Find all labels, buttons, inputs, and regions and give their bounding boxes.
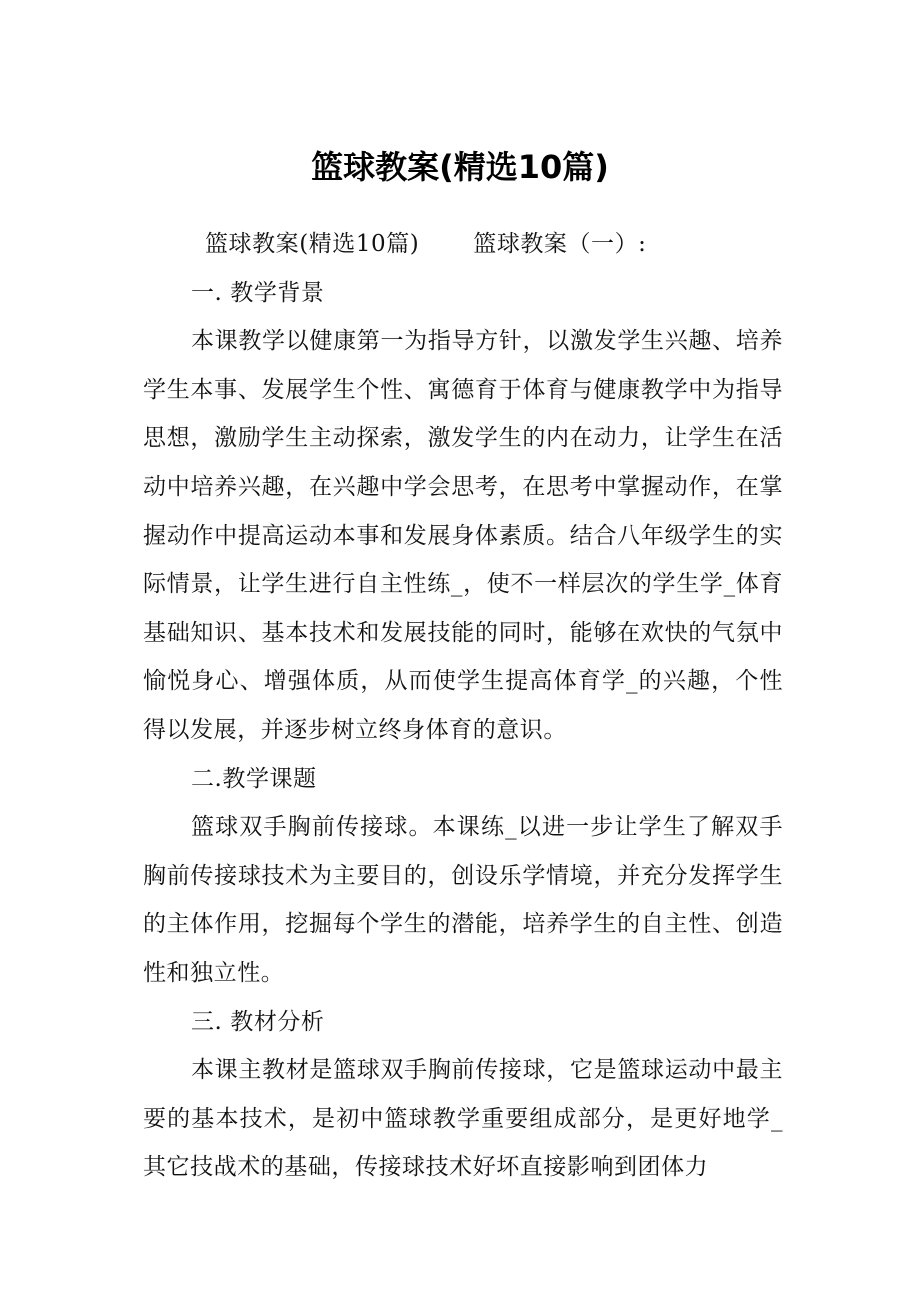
paragraph-background: 本课教学以健康第一为指导方针，以激发学生兴趣、培养学生本事、发展学生个性、寓德育于体育与健康教学中为指导思想，激励学生主动探索，激发学生的内在动力，让学生在活动中培养兴趣，在兴趣中学会思考，在思考中掌握动作，在掌握动作中提高运动本事和发展身体素质。结合八年级学生的实际情景，让学生进行自主性练_，使不一样层次的学生学_体育基础知识、基本技术和发展技能的同时，能够在欢快的气氛中愉悦身心、增强体质，从而使学生提高体育学_的兴趣，个性得以发展，并逐步树立终身体育的意识。 xyxy=(143,328,783,743)
section-heading-analysis: 三. 教材分析 xyxy=(191,1008,325,1035)
section-heading-background: 一. 教学背景 xyxy=(191,279,325,306)
paragraph-analysis: 本课主教材是篮球双手胸前传接球，它是篮球运动中最主要的基本技术，是初中篮球教学重要组成部分，是更好地学_其它技战术的基础，传接球技术好坏直接影响到团体力 xyxy=(143,1057,783,1181)
section-heading-topic: 二.教学课题 xyxy=(191,765,317,792)
intro-line xyxy=(143,220,783,269)
document-body xyxy=(143,220,783,1192)
paragraph-topic: 篮球双手胸前传接球。本课练_以进一步让学生了解双手胸前传接球技术为主要目的，创设乐学情境，并充分发挥学生的主体作用，挖掘每个学生的潜能，培养学生的自主性、创造性和独立性。 xyxy=(143,814,783,986)
intro-part-1: 篮球教案(精选10篇) xyxy=(205,231,420,257)
document-title: 篮球教案(精选10篇) xyxy=(311,148,609,186)
intro-part-2: 篮球教案（一）: xyxy=(473,231,647,257)
